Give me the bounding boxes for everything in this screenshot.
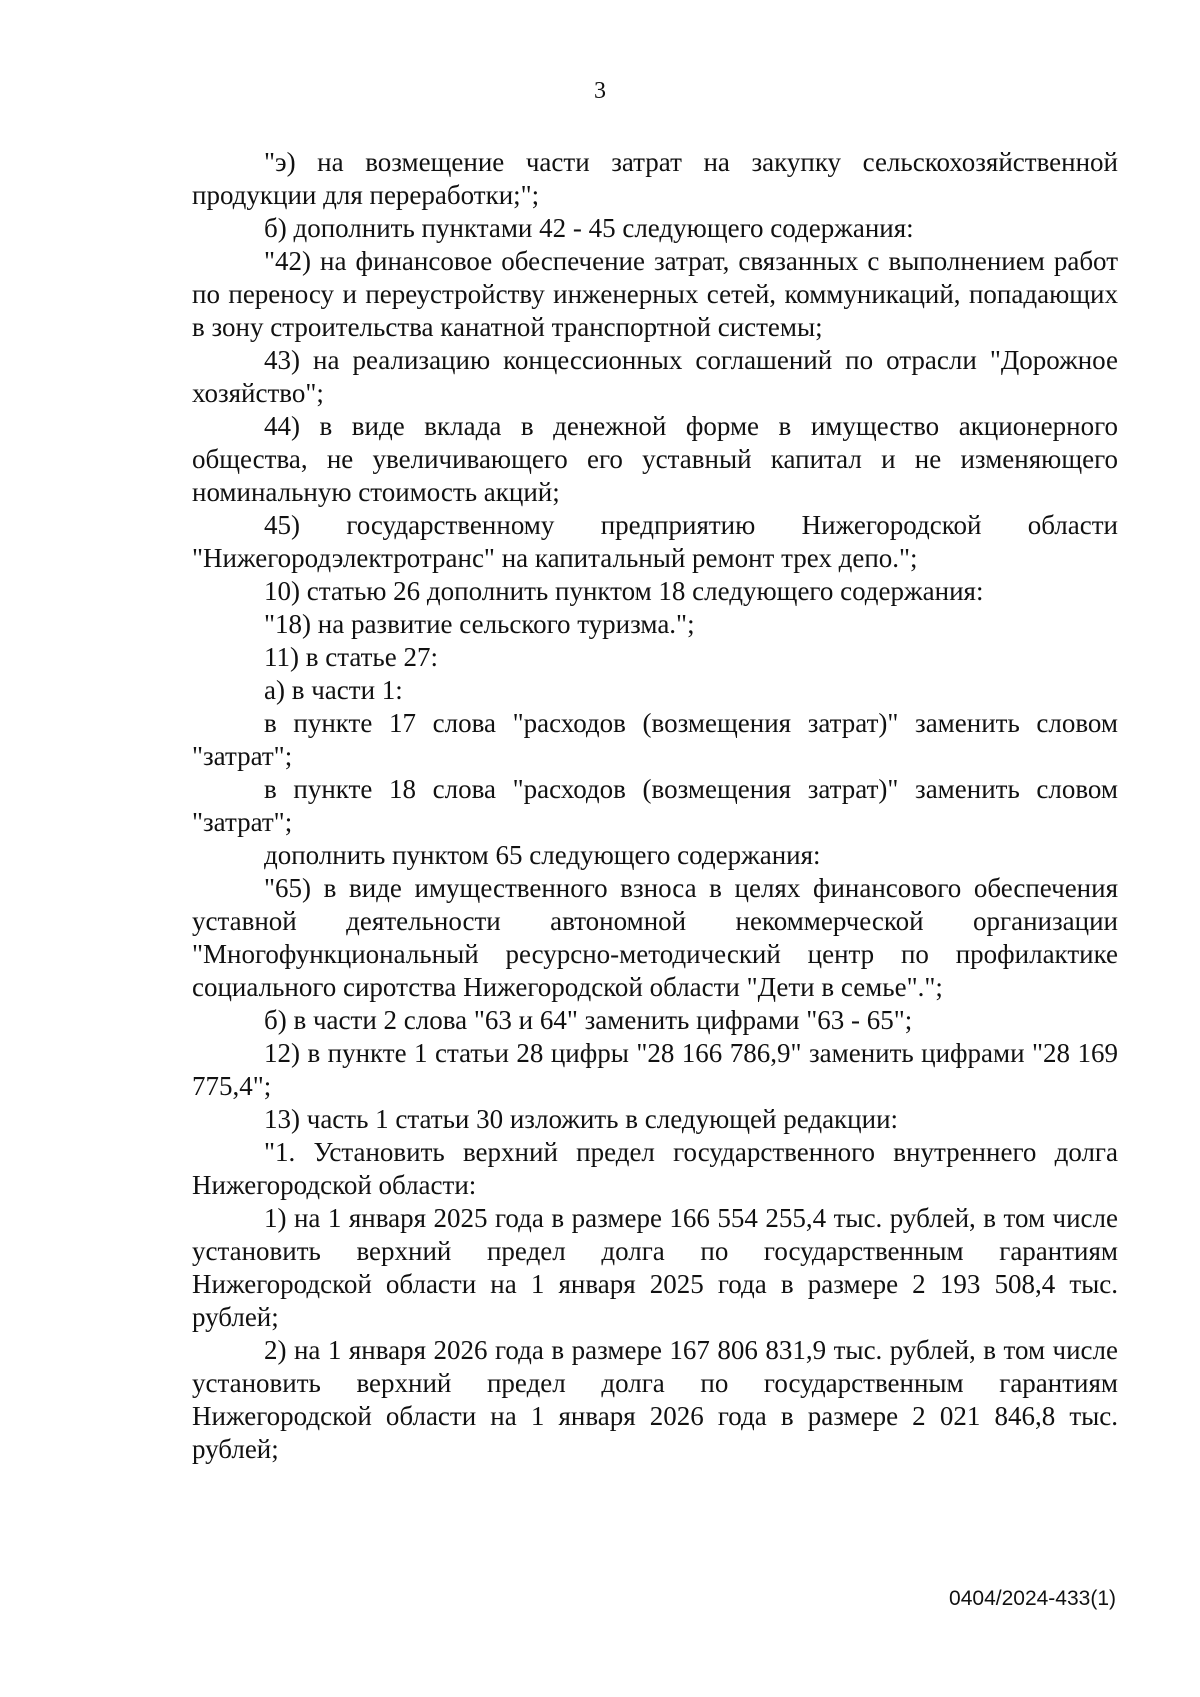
body-text [192, 146, 1118, 1466]
paragraph-e-zakupka: "э) на возмещение части затрат на закупку сельскохозяйственной продукции для переработки;"; [192, 147, 1118, 210]
paragraph-a-chast-1: а) в части 1: [264, 675, 403, 705]
paragraph-debt-2025: 1) на 1 января 2025 года в размере 166 554 255,4 тыс. рублей, в том числе установить верхний предел долга по государственным гарантиям Нижегородской области на 1 января 2025 года в размере 2 193 508,4 тыс. рублей; [192, 1203, 1118, 1332]
paragraph-punkt-18: в пункте 18 слова "расходов (возмещения затрат)" заменить словом "затрат"; [192, 774, 1118, 837]
paragraph-debt-2026: 2) на 1 января 2026 года в размере 167 806 831,9 тыс. рублей, в том числе установить верхний предел долга по государственным гарантиям Нижегородской области на 1 января 2026 года в размере 2 021 846,8 тыс. рублей; [192, 1335, 1118, 1464]
page-number: 3 [594, 78, 606, 104]
paragraph-11: 11) в статье 27: [264, 642, 438, 672]
paragraph-12: 12) в пункте 1 статьи 28 цифры "28 166 786,9" заменить цифрами "28 169 775,4"; [192, 1038, 1118, 1101]
paragraph-13: 13) часть 1 статьи 30 изложить в следующей редакции: [264, 1104, 899, 1134]
paragraph-43: 43) на реализацию концессионных соглашений по отрасли "Дорожное хозяйство"; [192, 345, 1118, 408]
paragraph-debt-limit: "1. Установить верхний предел государственного внутреннего долга Нижегородской области: [192, 1137, 1118, 1200]
paragraph-dopolnit-65: дополнить пунктом 65 следующего содержания: [264, 840, 821, 870]
document-id: 0404/2024-433(1) [949, 1587, 1116, 1610]
paragraph-b-chast-2: б) в части 2 слова "63 и 64" заменить цифрами "63 - 65"; [264, 1005, 913, 1035]
paragraph-18-turizm: "18) на развитие сельского туризма."; [264, 609, 695, 639]
paragraph-45: 45) государственному предприятию Нижегородской области "Нижегородэлектротранс" на капитальный ремонт трех депо."; [192, 510, 1118, 573]
paragraph-punkt-17: в пункте 17 слова "расходов (возмещения затрат)" заменить словом "затрат"; [192, 708, 1118, 771]
paragraph-10: 10) статью 26 дополнить пунктом 18 следующего содержания: [264, 576, 984, 606]
paragraph-42: "42) на финансовое обеспечение затрат, связанных с выполнением работ по переносу и переустройству инженерных сетей, коммуникаций, попадающих в зону строительства канатной транспортной системы; [192, 246, 1118, 342]
paragraph-44: 44) в виде вклада в денежной форме в имущество акционерного общества, не увеличивающего его уставный капитал и не изменяющего номинальную стоимость акций; [192, 411, 1118, 507]
paragraph-65: "65) в виде имущественного взноса в целях финансового обеспечения уставной деятельности автономной некоммерческой организации "Многофункциональный ресурсно-методический центр по профилактике социального сиротства Нижегородской области "Дети в семье"."; [192, 873, 1118, 1002]
paragraph-b-dopolnit-42-45: б) дополнить пунктами 42 - 45 следующего содержания: [264, 213, 914, 243]
